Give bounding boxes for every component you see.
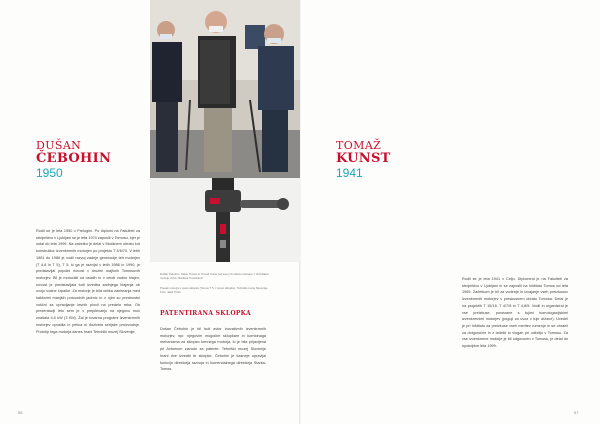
left-person-last-name: ČEBOHIN xyxy=(36,151,112,166)
right-person-name-block xyxy=(336,140,391,179)
group-photo-illustration xyxy=(150,0,300,178)
right-bio-text: Rodil se je leta 1941 v Celju. Diplomiral je na Fakulteti za strojništvo v Ljubljani in se zaposlil na Inštitutu Tomos od leta 1965. Začetkom je bil za vodenje in izvajanje vseh preizkusov izvenkrmnih motorjev v preskusnem obratu Tomosa. Delal je na projektih T 15/18, T 4/7/8 in T 4,8/5. Vodil in organiziral je vse preizkuse, povezane s tujimi homologacijskimi izvenkrmnimi motorjev (pogoji za uvoz v tuje države). Uvedel je pri Inštitutu za preizkuse vseh meritev rumenje in se ohranil za dolgoročne in z izdelki in vlogah pri odkritju v Tomosu. Za vse izvenkrmne motorje je bil odgovoren v Tomosu, je delal do upokojitve leta 1999. xyxy=(462,277,568,349)
page-number-right: 57 xyxy=(574,410,579,415)
page-number-left: 56 xyxy=(18,410,23,415)
right-person-year: 1941 xyxy=(336,166,363,180)
engine-photo xyxy=(150,178,300,262)
left-person-name-block xyxy=(36,140,111,179)
photo-caption-2: Presek motorja s vpeto sklopko (Tomos T 5, z vpeto sklopko). Tehniški muzej Slovenije. Foto: Jaka Trček xyxy=(160,286,269,294)
left-person-year: 1950 xyxy=(36,166,63,180)
right-person-first-name: TOMAŽ xyxy=(336,139,382,152)
group-photo xyxy=(150,0,300,178)
right-person-last-name: KUNST xyxy=(336,151,391,166)
engine-illustration xyxy=(150,178,300,262)
photo-caption-1: Dušan Čebohin, Stane Toman in Tomaž Kunst (od leve) ob obisku razstave v Tehniškem muzeju. Arhiv: Barbara Trobobanić xyxy=(160,272,270,280)
section-title: PATENTIRANA SKLOPKA xyxy=(160,310,251,317)
left-person-first-name: DUŠAN xyxy=(36,139,82,152)
section-text: Dušan Čebohin je bil tudi avtor inovativnih izvenkrmnih motorjev, npr. njegovim mogočim sklopkam in kombinaga mehanizma za sklopko krmnega motorja, ki je bila prijavljena pri Avtomom zavodu za patente. Tehniški muzej Slovenije hrani dve izvedbi te sklopke. Čebohin je kasneje opravljal funkcijo direktorja razvoja in komercialnega direktorja StantaTomos. xyxy=(160,327,266,372)
left-bio-text: Rodil se je leta 1950 v Prelogini. Po diplomi na Fakulteti za strojništvo v Ljubljani se je leta 1974 zaposlil v Tomosu, kjer je ostal do leta 1999. Na začetku je delal v Močilnem obratu kot konstruktor izvenkrmnih motorjev po projektu T 4/6/70. V letih 1981 do 1986 je vodil razvoj zadnje generacije teh motorjev (T 4,8 in T 5), T 5, ki ga je razvijal v letih 1986 in 1990, je predstavljal popolni novost v družini majhnih Tomosovih motorjev. Bil je motocikli od ostalih in v celoti vodno hlajen, novost je predstavljala tudi izvedba zadnjega hlajenja ob ovoju vodne črpalke. Za motorje je bila velika zanimanja med kakšnimi manjših potovalnih jadrnic in z njim so prednostni voščni za upravljanje lesnih plovil na predelu reka. Ob prezentaciji leto sem je v prepilevanju na njegovo moč znašala 4,6 kW (3 KM). Žal je tovarna programi izvenkrmnih motorjev opustila in petica ni doživela serijske proizvodnje. Prototip tega motorja danes hrani Tehniški muzej Slovenije. xyxy=(36,229,140,334)
